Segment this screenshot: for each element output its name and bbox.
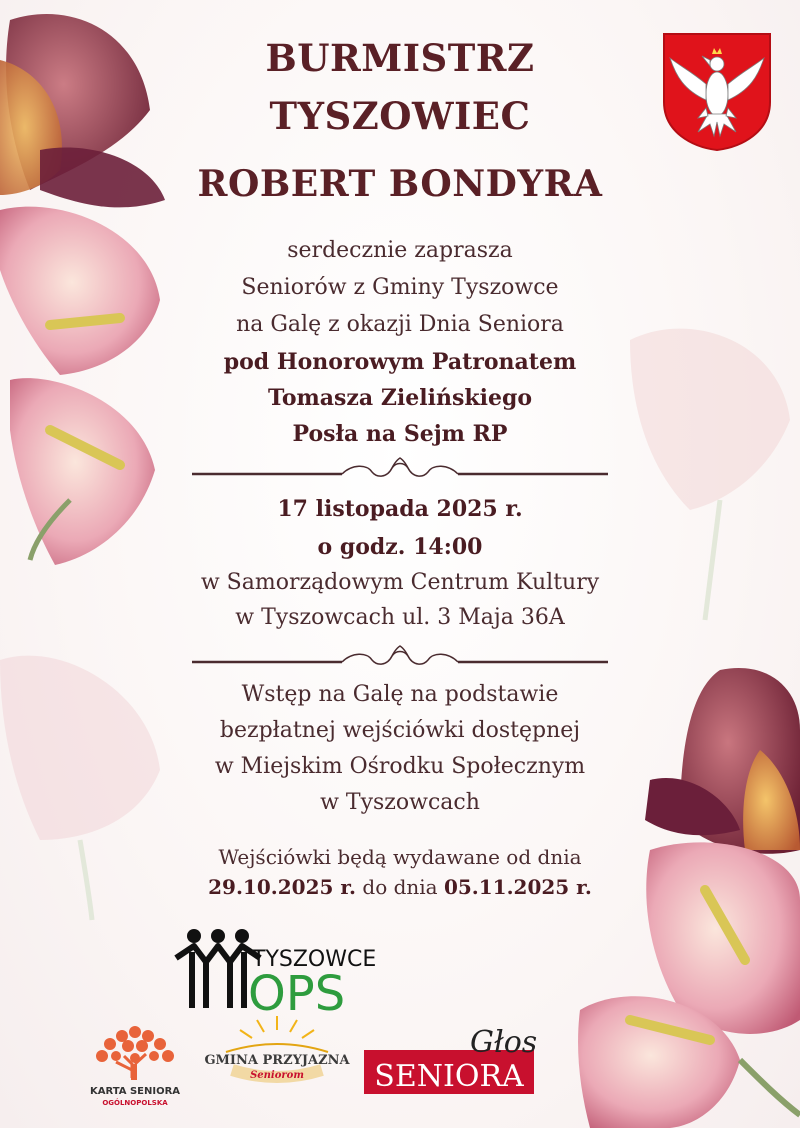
tickets-line-2 (110, 870, 690, 904)
tickets-line-1: Wejściówki będą wydawane od dnia (218, 845, 582, 869)
glos-text-2: SENIORA (374, 1059, 524, 1094)
title-line-2: TYSZOWIEC (269, 94, 531, 138)
event-date: 17 listopada 2025 r. (277, 496, 523, 522)
gmina-text-2: Seniorom (250, 1070, 304, 1081)
karta-seniora-logo (80, 1018, 190, 1108)
glos-text-1: Głos (470, 1025, 538, 1060)
mops-big-text: OPS (248, 966, 346, 1022)
entry-line-2: bezpłatnej wejściówki dostępnej (219, 718, 581, 743)
entry-line-3: w Miejskim Ośrodku Społecznym (214, 754, 586, 779)
tickets-to-date: 05.11.2025 r. (443, 875, 592, 899)
entry-line-4: w Tyszowcach (320, 790, 480, 815)
karta-text-2: OGÓLNOPOLSKA (102, 1099, 168, 1107)
event-place-2: w Tyszowcach ul. 3 Maja 36A (235, 605, 565, 630)
tickets-from-date: 29.10.2025 r. (208, 875, 357, 899)
gmina-przyjazna-logo (204, 1012, 350, 1102)
invitation-line-1: serdecznie zaprasza (287, 238, 513, 263)
entry-line-1: Wstęp na Galę na podstawie (241, 682, 559, 707)
title-line-3: ROBERT BONDYRA (197, 163, 603, 205)
mops-small-text: TYSZOWCE (252, 947, 377, 972)
invitation-line-2: Seniorów z Gminy Tyszowce (241, 275, 559, 300)
ornament-divider (192, 458, 608, 480)
ornament-divider (192, 646, 608, 668)
patronage-line-2: Tomasza Zielińskiego (267, 385, 532, 411)
mops-tyszowce-logo (172, 922, 377, 1022)
event-place-1: w Samorządowym Centrum Kultury (200, 570, 600, 595)
invitation-line-3: na Galę z okazji Dnia Seniora (236, 312, 564, 337)
tickets-mid-text: do dnia (356, 875, 444, 899)
patronage-line-3: Posła na Sejm RP (292, 421, 508, 447)
gmina-text-1: GMINA PRZYJAZNA (204, 1053, 350, 1068)
title-line-1: BURMISTRZ (265, 36, 535, 80)
glos-seniora-logo (362, 1022, 537, 1102)
patronage-line-1: pod Honorowym Patronatem (223, 349, 577, 375)
white-eagle-crest-icon (662, 32, 772, 152)
karta-text-1: KARTA SENIORA (89, 1086, 181, 1097)
event-time: o godz. 14:00 (317, 534, 483, 560)
